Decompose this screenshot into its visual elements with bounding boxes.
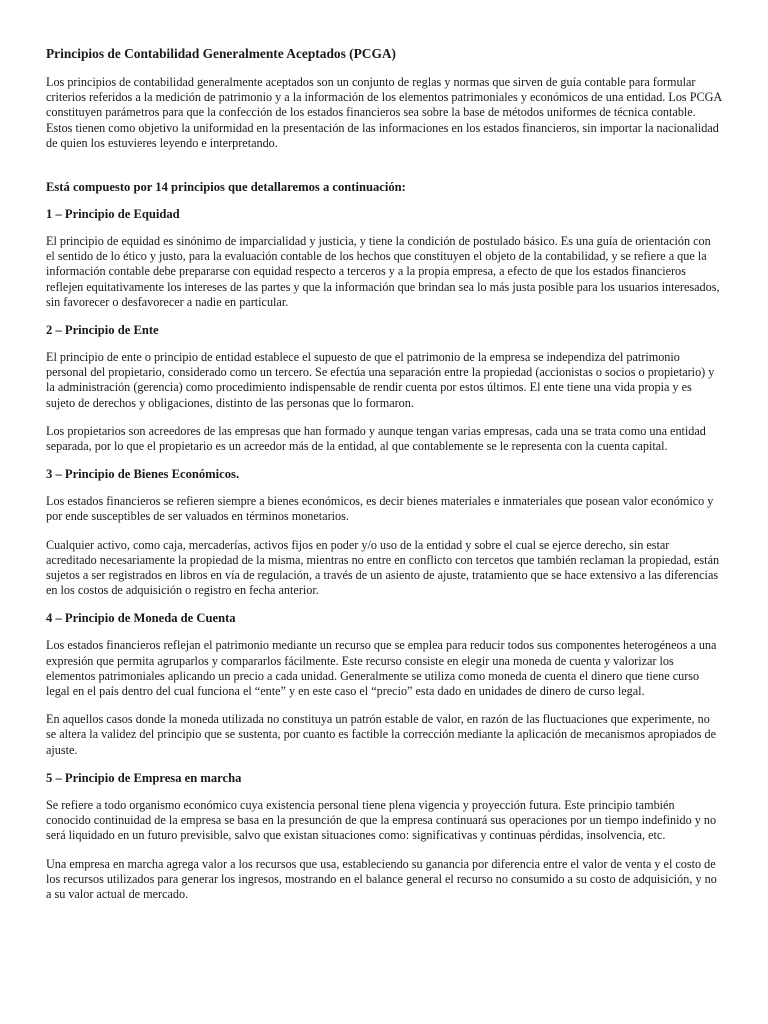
- section-paragraph: Una empresa en marcha agrega valor a los recursos que usa, estableciendo su ganancia por diferencia entre el valor de venta y el costo de los recursos utilizados para generar los ingresos, mostrando en el balance general el recurso no consumido a su costo de adquisición, y no a su valor actual de mercado.: [46, 856, 717, 901]
- section-heading: 5 – Principio de Empresa en marcha: [46, 770, 242, 785]
- section-heading: 3 – Principio de Bienes Económicos.: [46, 467, 240, 482]
- section-paragraph: El principio de ente o principio de entidad establece el supuesto de que el patrimonio de la empresa se independiza del patrimonio personal del propietario, considerado como un tercero. Se efectúa una separación entre la propiedad (accionistas o socios o propietario) y la administración (gerencia) como procedimiento indispensable de rendir cuenta por estos últimos. El ente tiene una vida propia y es sujeto de derechos y obligaciones, distinto de las personas que lo formaron.: [46, 350, 715, 410]
- section-bienes-economicos: [46, 467, 722, 598]
- section-equidad: [46, 207, 722, 310]
- section-ente: [46, 323, 722, 454]
- section-paragraph: Los estados financieros se refieren siempre a bienes económicos, es decir bienes materiales e inmateriales que posean valor económico y por ende susceptibles de ser valuados en términos monetarios.: [46, 494, 714, 524]
- document-title: Principios de Contabilidad Generalmente Aceptados (PCGA): [46, 46, 397, 61]
- section-paragraph: Los estados financieros reflejan el patrimonio mediante un recurso que se emplea para reducir todos sus componentes heterogéneos a una expresión que permita agruparlos y compararlos fácilmente. Este recurso consiste en elegir una moneda de cuenta y valorizar los elementos patrimoniales aplicando un precio a cada unidad. Generalmente se utiliza como moneda de cuenta el dinero que tiene curso legal en el país dentro del cual funciona el “ente” y en este caso el “precio” esta dado en unidades de dinero de curso legal.: [46, 638, 717, 699]
- document-page: [46, 46, 722, 915]
- section-paragraph: Los propietarios son acreedores de las empresas que han formado y aunque tengan varias empresas, cada una se trata como una entidad separada, por lo que el propietario es un acreedor más de la entidad, al que contablemente se le representa con la cuenta capital.: [46, 423, 706, 454]
- section-heading: 4 – Principio de Moneda de Cuenta: [46, 611, 236, 626]
- section-paragraph: Se refiere a todo organismo económico cuya existencia personal tiene plena vigencia y proyección futura. Este principio también conocido continuidad de la empresa se basa en la presunción de que la empresa continuará sus operaciones por un tiempo indefinido y no será liquidado en un futuro previsible, salvo que existan situaciones como: significativas y continuas pérdidas, insolvencia, etc.: [46, 797, 717, 843]
- section-paragraph: El principio de equidad es sinónimo de imparcialidad y justicia, y tiene la condición de postulado básico. Es una guía de orientación con el sentido de lo ético y justo, para la evaluación contable de los hechos que constituyen el objeto de la contabilidad, y se refiere a que la información contable debe prepararse con equidad respecto a terceros y a la propia empresa, a efecto de que los estados financieros reflejen equitativamente los intereses de las partes y que la información que brindan sea lo más justa posible para los usuarios interesados, sin favorecer o desfavorecer a nadie en particular.: [46, 234, 720, 309]
- section-moneda-de-cuenta: [46, 611, 722, 757]
- section-paragraph: En aquellos casos donde la moneda utilizada no constituya un patrón estable de valor, en razón de las fluctuaciones que experimente, no se altera la validez del principio que se sustenta, por cuanto es factible la corrección mediante la aplicación de mecanismos apropiados de ajuste.: [46, 712, 717, 757]
- section-paragraph: Cualquier activo, como caja, mercaderías, activos fijos en poder y/o uso de la entidad y sobre el cual se ejerce derecho, sin estar acreditado necesariamente la propiedad de la misma, mientras no entre en conflicto con tercetos que también reclaman la propiedad, están sujetos a ser registrados en libros en vía de regulación, a través de un asiento de ajuste, tratamiento que se hace extensivo a las diferencias en los costos de adquisición o registro en fecha anterior.: [46, 537, 720, 598]
- intro-paragraph: Los principios de contabilidad generalmente aceptados son un conjunto de reglas y normas que sirven de guía contable para formular criterios referidos a la medición de patrimonio y a la información de los elementos patrimoniales y económicos de una entidad. Los PCGA constituyen parámetros para que la confección de los estados financieros sea sobre la base de métodos uniformes de técnica contable. Estos tienen como objetivo la uniformidad en la presentación de las informaciones en los estados financieros, sin importar la nacionalidad de quien los estuvieres leyendo e interpretando.: [46, 75, 722, 150]
- section-heading: 2 – Principio de Ente: [46, 323, 159, 338]
- list-intro-heading: Está compuesto por 14 principios que detallaremos a continuación:: [46, 180, 406, 195]
- section-heading: 1 – Principio de Equidad: [46, 207, 180, 222]
- section-empresa-en-marcha: [46, 771, 722, 902]
